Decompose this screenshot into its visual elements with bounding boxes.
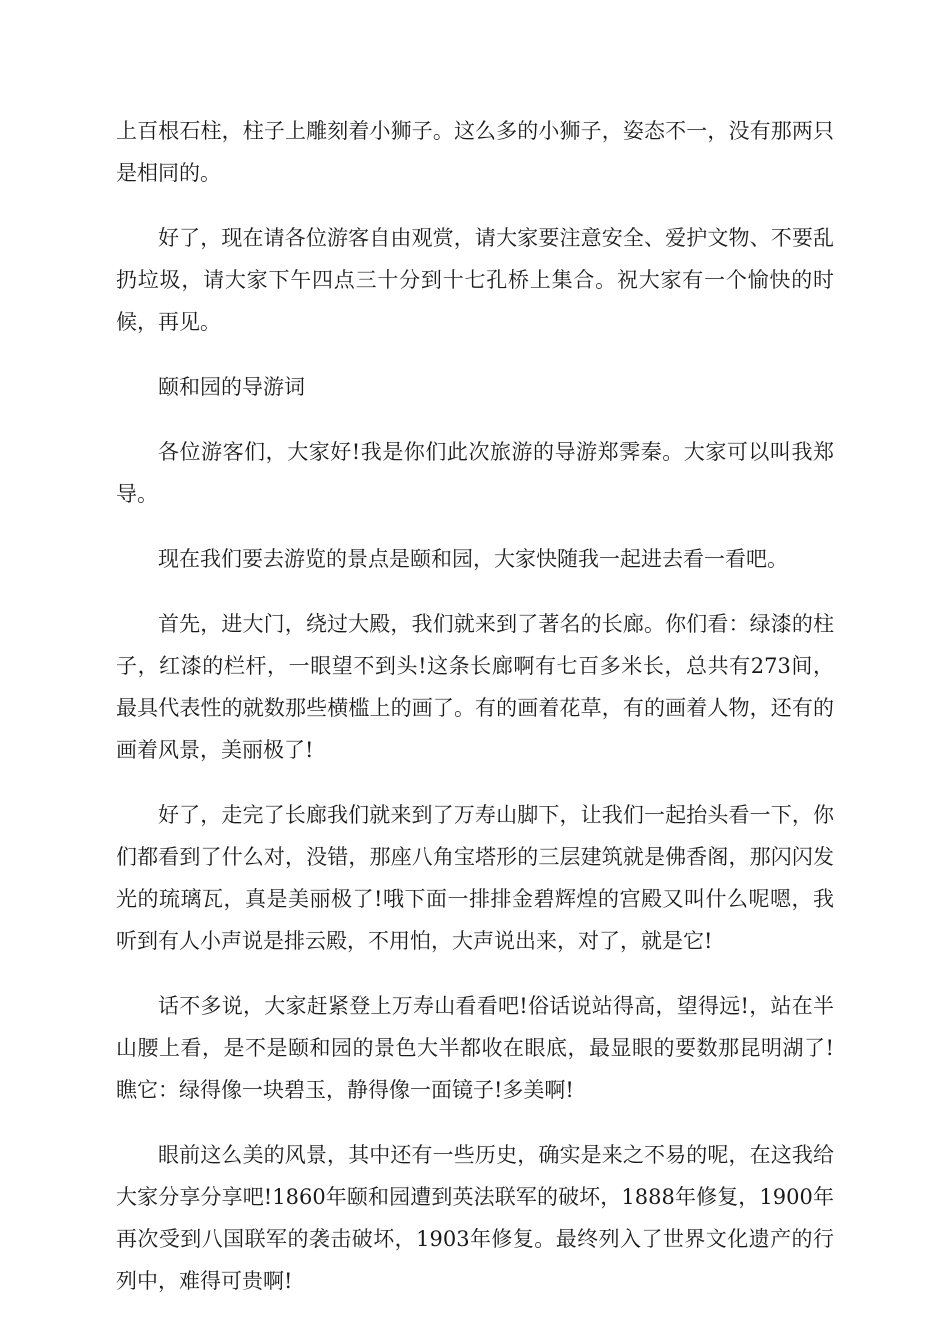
paragraph-long-corridor: 首先，进大门，绕过大殿，我们就来到了著名的长廊。你们看：绿漆的柱子，红漆的栏杆，一眼望不到头!这条长廊啊有七百多米长，总共有273间，最具代表性的就数那些横槛上的画了。有的画着花草，有的画着人物，还有的画着风景，美丽极了! — [116, 612, 834, 762]
section-title: 颐和园的导游词 — [158, 375, 305, 399]
paragraph-kunming-lake: 话不多说，大家赶紧登上万寿山看看吧!俗话说站得高，望得远!，站在半山腰上看，是不是颐和园的景色大半都收在眼底，最显眼的要数那昆明湖了!瞧它：绿得像一块碧玉，静得像一面镜子!多美啊! — [116, 994, 834, 1102]
paragraph-intro: 现在我们要去游览的景点是颐和园，大家快随我一起进去看一看吧。 — [158, 547, 788, 571]
paragraph-free-viewing: 好了，现在请各位游客自由观赏，请大家要注意安全、爱护文物、不要乱扔垃圾，请大家下午四点三十分到十七孔桥上集合。祝大家有一个愉快的时候，再见。 — [116, 226, 834, 334]
paragraph-stone-pillars: 上百根石柱，柱子上雕刻着小狮子。这么多的小狮子，姿态不一，没有那两只是相同的。 — [116, 119, 834, 185]
paragraph-greeting: 各位游客们，大家好!我是你们此次旅游的导游郑霁秦。大家可以叫我郑导。 — [116, 440, 834, 506]
paragraph-longevity-hill: 好了，走完了长廊我们就来到了万寿山脚下，让我们一起抬头看一下，你们都看到了什么对，没错，那座八角宝塔形的三层建筑就是佛香阁，那闪闪发光的琉璃瓦，真是美丽极了!哦下面一排排金碧辉煌的宫殿又叫什么呢嗯，我听到有人小声说是排云殿，不用怕，大声说出来，对了，就是它! — [116, 803, 834, 953]
paragraph-history: 眼前这么美的风景，其中还有一些历史，确实是来之不易的呢，在这我给大家分享分享吧!1860年颐和园遭到英法联军的破坏，1888年修复，1900年再次受到八国联军的袭击破坏，1903年修复。最终列入了世界文化遗产的行列中，难得可贵啊! — [116, 1143, 834, 1293]
document-body — [116, 110, 834, 1325]
